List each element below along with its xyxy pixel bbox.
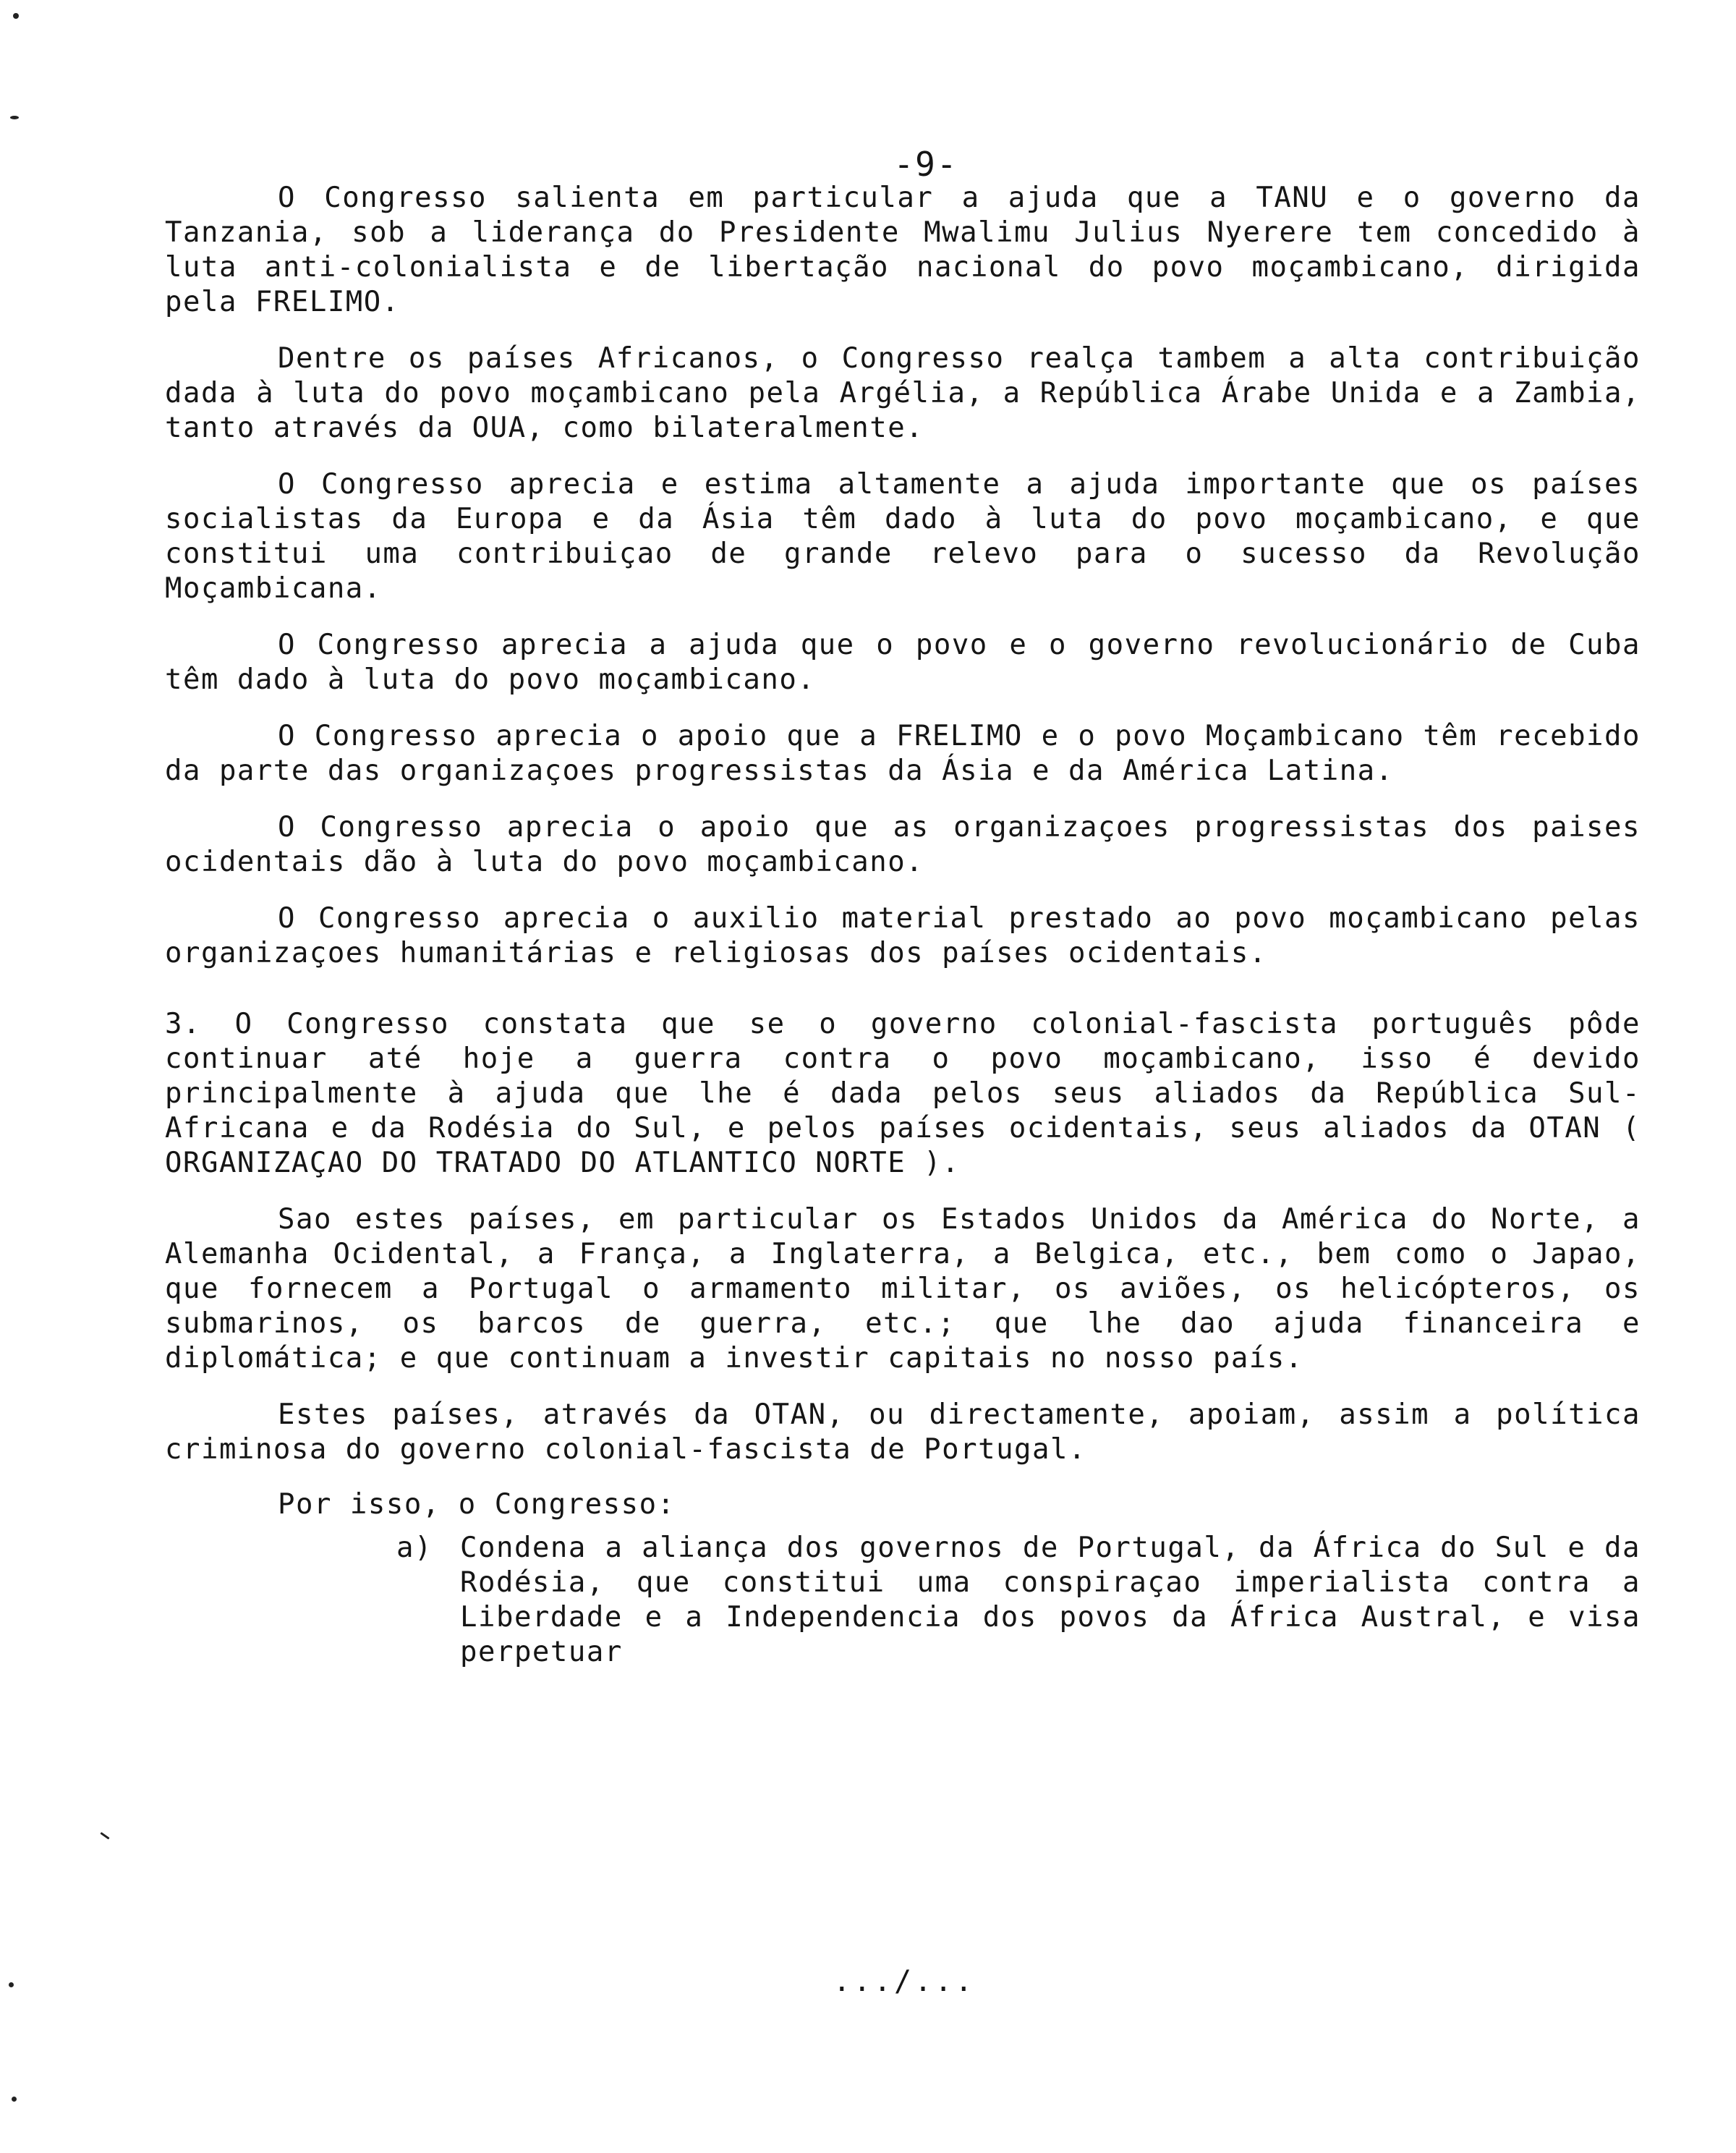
paragraph-section-3: 3. O Congresso constata que se o governo colonial-fascista português pôde continuar até hoje a guerra contra o povo moçambicano, isso é devido principalmente à ajuda que lhe é dada pelos seus aliados da República Sul-Africana e da Rodésia do Sul, e pelos países ocidentais, seus aliados da OTAN ( ORGANIZAÇAO DO TRATADO DO ATLANTICO NORTE ). [165, 1008, 1641, 1179]
paragraph-cuba: O Congresso aprecia a ajuda que o povo e o governo revolucionário de Cuba têm dado à luta do povo moçambicano. [165, 629, 1641, 696]
paragraph-african-countries: Dentre os países Africanos, o Congresso realça tambem a alta contribuição dada à luta do povo moçambicano pela Argélia, a República Árabe Unida e a Zambia, tanto através da OUA, como bilateralmente. [165, 342, 1641, 444]
paragraph-therefore: Por isso, o Congresso: [278, 1488, 676, 1521]
page-number: -9- [893, 145, 958, 184]
scan-speck [10, 116, 19, 119]
paragraph-tanu-tanzania: O Congresso salienta em particular a ajuda que a TANU e o governo da Tanzania, sob a liderança do Presidente Mwalimu Julius Nyerere tem concedido à luta anti-colonialista e de libertação nacional do povo moçambicano, dirigida pela FRELIMO. [165, 182, 1641, 318]
paragraph-otan-support: Estes países, através da OTAN, ou directamente, apoiam, assim a política criminosa do governo colonial-fascista de Portugal. [165, 1398, 1641, 1466]
list-item-text: Condena a aliança dos governos de Portugal, da África do Sul e da Rodésia, que constitui uma conspiraçao imperialista contra a Liberdade e a Independencia dos povos da África Austral, e visa perpetuar [460, 1532, 1641, 1668]
list-item-label: a) [396, 1532, 433, 1564]
document-body [165, 181, 1641, 1670]
paragraph-humanitarian-orgs: O Congresso aprecia o auxilio material prestado ao povo moçambicano pelas organizaçoes humanitárias e religiosas dos países ocidentais. [165, 902, 1641, 969]
scan-speck [12, 2097, 17, 2102]
scan-speck [100, 1832, 109, 1839]
continuation-marker: .../... [833, 1965, 976, 1998]
paragraph-western-progressive-orgs: O Congresso aprecia o apoio que as organizaçoes progressistas dos paises ocidentais dão à luta do povo moçambicano. [165, 811, 1641, 878]
scan-speck [13, 13, 19, 19]
paragraph-western-suppliers: Sao estes países, em particular os Estados Unidos da América do Norte, a Alemanha Ocidental, a França, a Inglaterra, a Belgica, etc., bem como o Japao, que fornecem a Portugal o armamento militar, os aviões, os helicópteros, os submarinos, os barcos de guerra, etc.; que lhe dao ajuda financeira e diplomática; e que continuam a investir capitais no nosso país. [165, 1203, 1641, 1375]
paragraph-asia-latin-america: O Congresso aprecia o apoio que a FRELIMO e o povo Moçambicano têm recebido da parte das organizaçoes progressistas da Ásia e da América Latina. [165, 720, 1641, 787]
list-item [396, 1531, 1641, 1670]
paragraph-socialist-countries: O Congresso aprecia e estima altamente a ajuda importante que os países socialistas da Europa e da Ásia têm dado à luta do povo moçambicano, e que constitui uma contribuiçao de grande relevo para o sucesso da Revolução Moçambicana. [165, 468, 1641, 605]
